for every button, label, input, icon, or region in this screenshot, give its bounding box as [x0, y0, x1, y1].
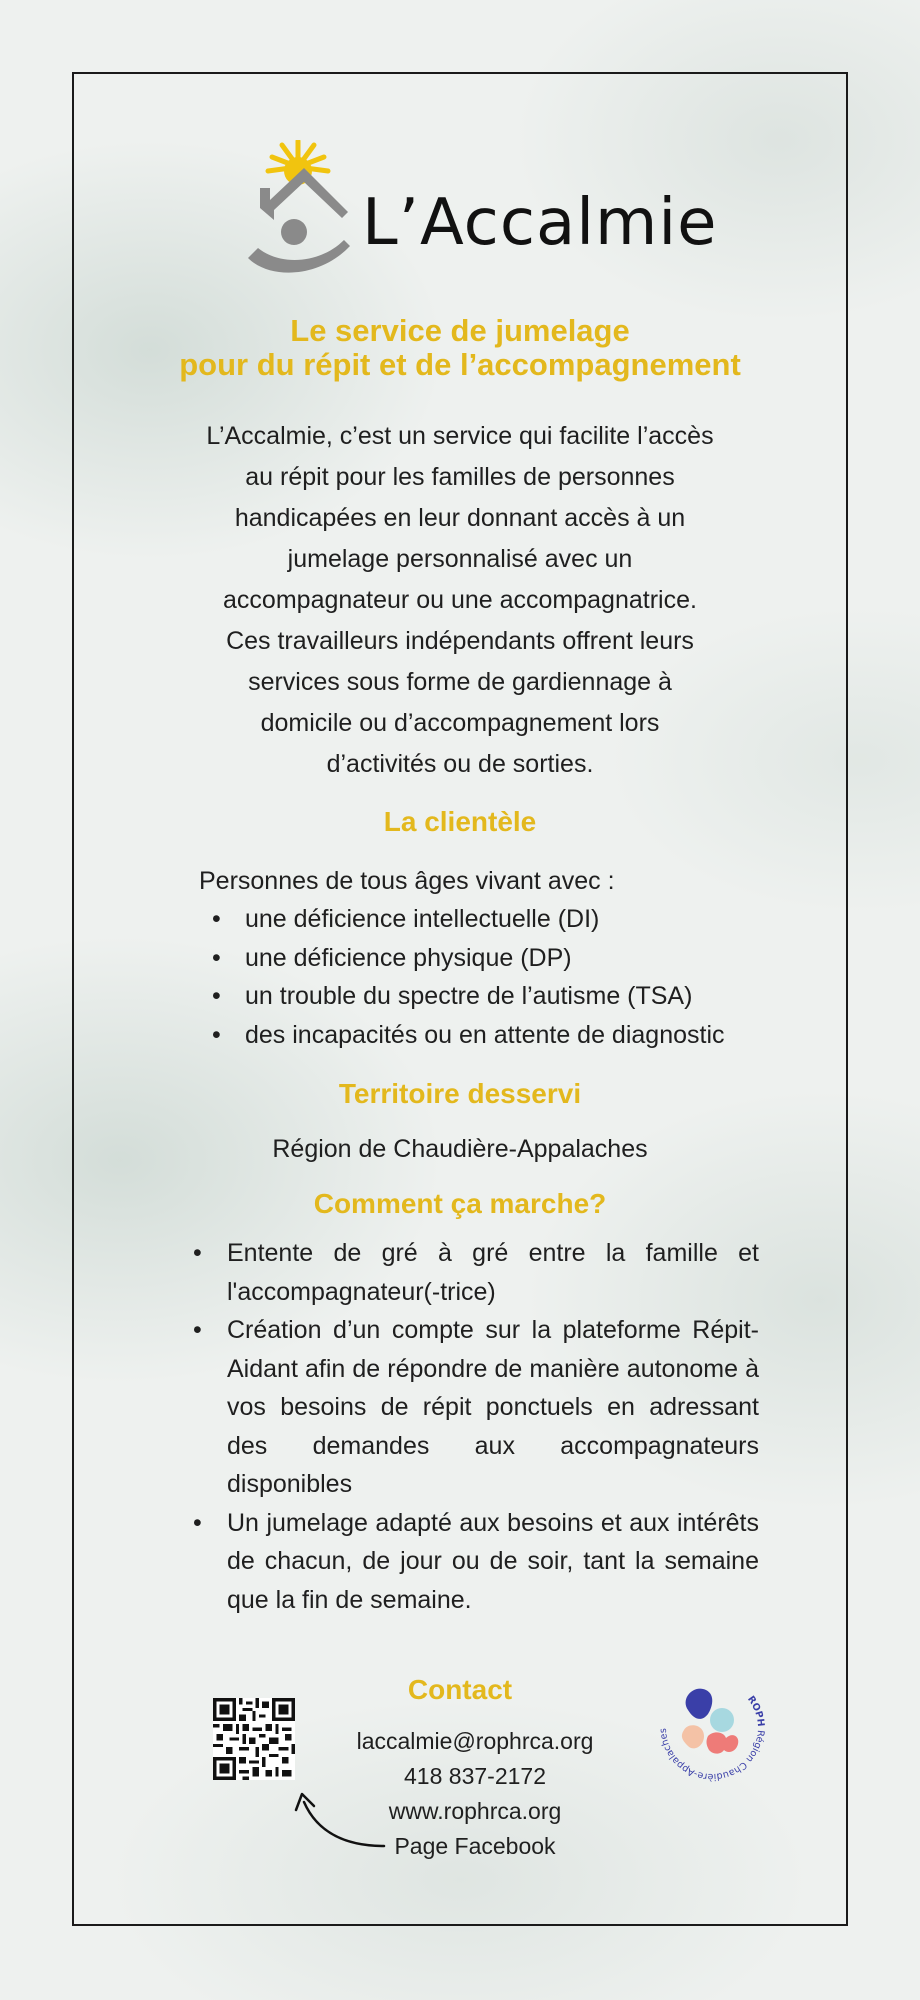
- brand-name: L’Accalmie: [362, 186, 718, 260]
- list-item: • une déficience physique (DP): [212, 939, 725, 978]
- intro-line: Ces travailleurs indépendants offrent leurs: [226, 627, 694, 655]
- intro-line: handicapées en leur donnant accès à un: [234, 504, 686, 532]
- how-it-works-list: [193, 1234, 759, 1619]
- contact-facebook[interactable]: Page Facebook: [394, 1833, 556, 1859]
- how-it-works-heading: Comment ça marche?: [313, 1188, 607, 1219]
- list-item: • des incapacités ou en attente de diagnostic: [212, 1016, 725, 1055]
- roph-logo-icon: [654, 1670, 770, 1786]
- intro-line: jumelage personnalisé avec un: [287, 545, 633, 573]
- clientele-heading: La clientèle: [383, 806, 537, 837]
- roph-region: Région Chaudière-Appalaches: [657, 1727, 766, 1783]
- intro-line: accompagnateur ou une accompagnatrice.: [223, 586, 697, 614]
- intro-line: L’Accalmie, c’est un service qui facilite l’accès: [206, 422, 714, 450]
- tagline-line-1: Le service de jumelage: [290, 313, 630, 348]
- list-item: • Création d’un compte sur la plateforme Répit-Aidant afin de répondre de manière autonome à vos besoins de répit ponctuels en adressant des demandes aux accompagnateurs disponibles: [193, 1311, 759, 1504]
- intro-line: domicile ou d’accompagnement lors: [260, 709, 660, 737]
- contact-website[interactable]: www.rophrca.org: [388, 1798, 562, 1824]
- intro-line: au répit pour les familles de personnes: [245, 463, 675, 491]
- clientele-list: [212, 900, 725, 1054]
- curved-arrow-icon: [290, 1786, 390, 1856]
- intro-line: services sous forme de gardiennage à: [248, 668, 672, 696]
- tagline-line-2: pour du répit et de l’accompagnement: [179, 347, 741, 382]
- list-item: • Entente de gré à gré entre la famille et l'accompagnateur(-trice): [193, 1234, 759, 1311]
- clientele-intro: Personnes de tous âges vivant avec :: [199, 867, 615, 895]
- intro-line: d’activités ou de sorties.: [326, 750, 594, 778]
- contact-email[interactable]: laccalmie@rophrca.org: [356, 1728, 594, 1754]
- list-item: • un trouble du spectre de l’autisme (TSA): [212, 977, 725, 1016]
- list-item: • Un jumelage adapté aux besoins et aux intérêts de chacun, de jour ou de soir, tant la semaine que la fin de semaine.: [193, 1504, 759, 1620]
- territoire-text: Région de Chaudière-Appalaches: [272, 1135, 648, 1163]
- page-title: [0, 314, 920, 382]
- territoire-heading: Territoire desservi: [338, 1078, 582, 1109]
- contact-phone[interactable]: 418 837-2172: [404, 1763, 546, 1789]
- list-item: • une déficience intellectuelle (DI): [212, 900, 725, 939]
- qr-code-icon[interactable]: [213, 1698, 295, 1780]
- roph-acronym: ROPH: [745, 1694, 767, 1728]
- intro-paragraph: [180, 416, 740, 785]
- contact-heading: Contact: [407, 1674, 513, 1705]
